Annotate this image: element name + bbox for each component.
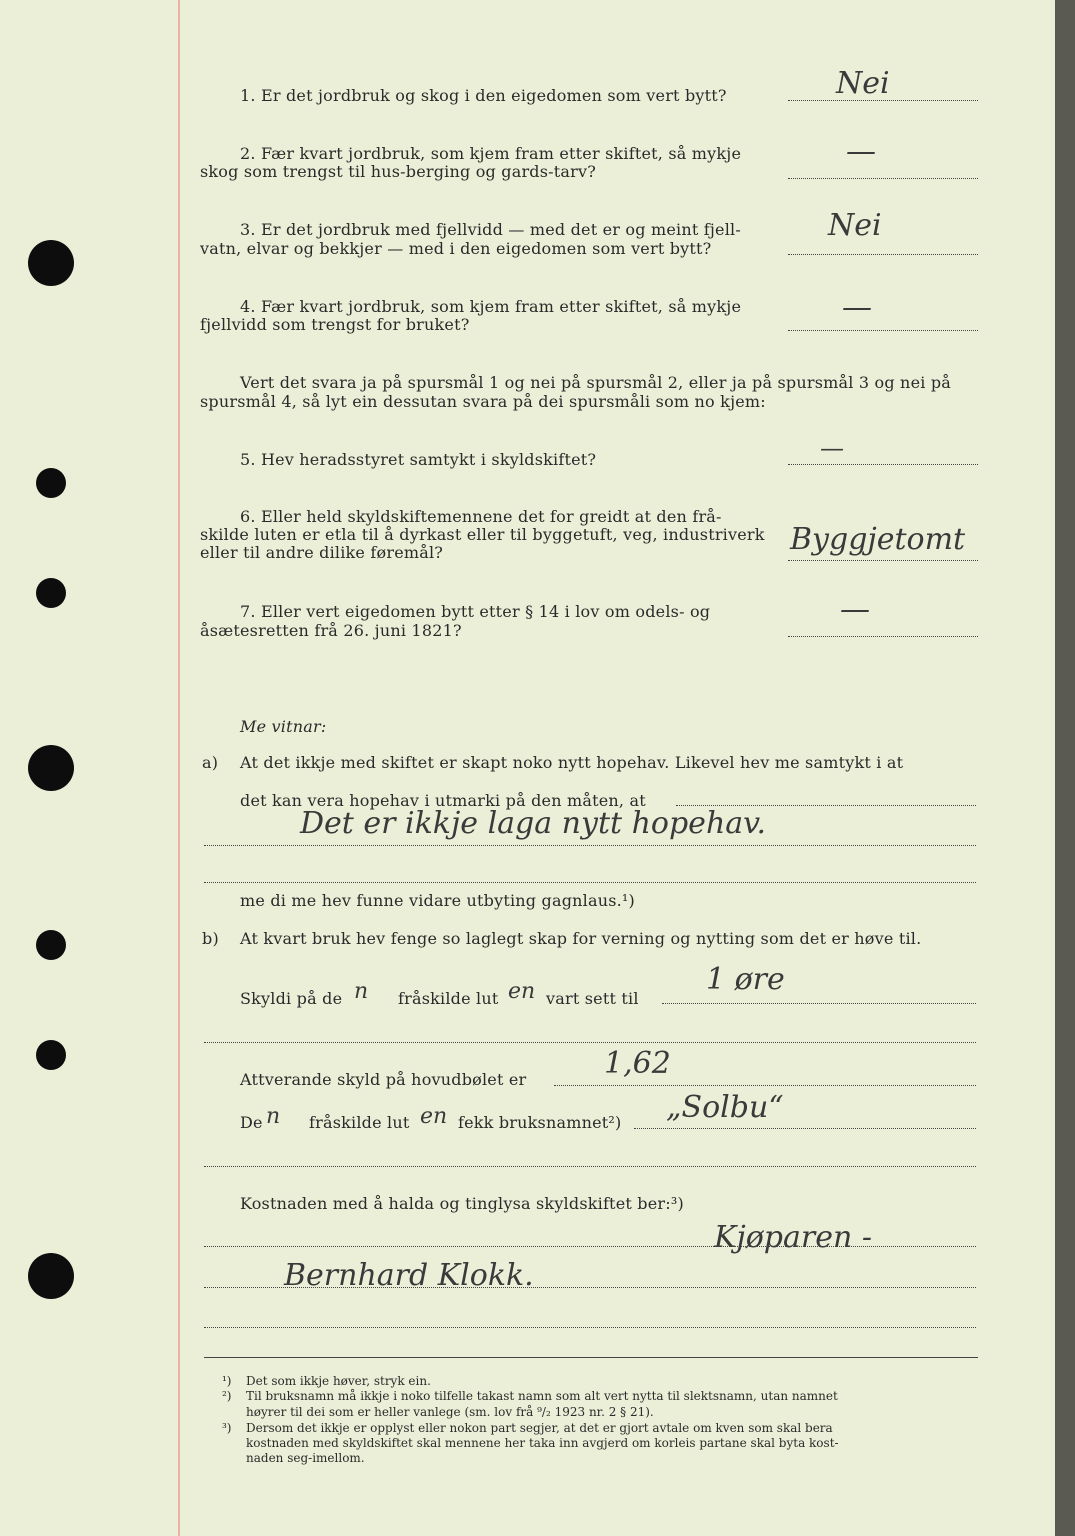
skyldi-fill-2: en — [508, 979, 536, 1004]
item-a-line-2: det kan vera hopehav i utmarki på den måten, at — [240, 791, 646, 810]
item-a-handwriting: Det er ikkje laga nytt hopehav. — [300, 806, 767, 841]
answer-line — [788, 254, 978, 255]
answer-3: Nei — [828, 208, 882, 243]
question-5: 5. Hev heradsstyret samtykt i skyldskiftet? — [240, 450, 597, 469]
answer-line — [788, 636, 978, 637]
answer-4: — — [842, 290, 872, 325]
question-1: 1. Er det jordbruk og skog i den eigedomen som vert bytt? — [240, 86, 727, 105]
punch-hole — [36, 468, 66, 498]
question-7-line-1: 7. Eller vert eigedomen bytt etter § 14 i lov om odels- og — [240, 602, 711, 621]
item-a-marker: a) — [202, 753, 219, 772]
punch-hole — [36, 1040, 66, 1070]
question-6-line-3: eller til andre dilike føremål? — [200, 543, 444, 562]
instruction-line-2: spursmål 4, så lyt ein dessutan svara på dei spursmåli som no kjem: — [200, 392, 766, 411]
footnote-3-line-2: kostnaden med skyldskiftet skal mennene her taka inn avgjerd om korleis partane skal byta kost- — [246, 1436, 839, 1450]
answer-2: — — [846, 134, 876, 169]
skyldi-label-1: Skyldi på de — [240, 989, 343, 1008]
fill-line — [204, 845, 976, 846]
question-3-line-2: vatn, elvar og bekkjer — med i den eigedomen som vert bytt? — [200, 239, 712, 258]
footnote-2-marker: ²) — [222, 1389, 232, 1403]
footnote-1-marker: ¹) — [222, 1374, 232, 1388]
me-vitnar-heading: Me vitnar: — [240, 717, 327, 736]
footnote-3-line-1: Dersom det ikkje er opplyst eller nokon part segjer, at det er gjort avtale om kven som skal bera — [246, 1421, 833, 1435]
footnote-2-line-2: høyrer til dei som er heller vanlege (sm. lov frå ⁹/₂ 1923 nr. 2 § 21). — [246, 1405, 654, 1419]
kostnaden-value-2: Bernhard Klokk. — [284, 1258, 534, 1293]
answer-line — [788, 178, 978, 179]
question-4-line-1: 4. Fær kvart jordbruk, som kjem fram etter skiftet, så mykje — [240, 297, 742, 316]
instruction-line-1: Vert det svara ja på spursmål 1 og nei på spursmål 2, eller ja på spursmål 3 og nei på — [240, 373, 952, 392]
question-6-line-1: 6. Eller held skyldskiftemennene det for greidt at den frå- — [240, 507, 722, 526]
punch-hole — [36, 930, 66, 960]
question-3-line-1: 3. Er det jordbruk med fjellvidd — med det er og meint fjell- — [240, 220, 741, 239]
fill-line — [662, 1003, 976, 1004]
bruksnamn-label-2: fråskilde lut — [309, 1113, 410, 1132]
skyldi-value: 1 øre — [706, 962, 785, 997]
fill-line — [204, 1246, 976, 1247]
footnote-rule — [204, 1357, 978, 1358]
fill-line — [204, 1287, 976, 1288]
attverande-value: 1,62 — [604, 1046, 671, 1081]
fill-line — [634, 1128, 976, 1129]
question-7-line-2: åsætesretten frå 26. juni 1821? — [200, 621, 462, 640]
item-b-marker: b) — [202, 929, 219, 948]
question-4-line-2: fjellvidd som trengst for bruket? — [200, 315, 470, 334]
question-2-line-1: 2. Fær kvart jordbruk, som kjem fram etter skiftet, så mykje — [240, 144, 742, 163]
fill-line — [204, 1166, 976, 1167]
punch-hole — [28, 745, 74, 791]
fill-line — [204, 882, 976, 883]
bruksnamn-fill-2: en — [420, 1104, 448, 1129]
answer-line — [788, 560, 978, 561]
item-b-line-1: At kvart bruk hev fenge so laglegt skap for verning og nytting som det er høve til. — [240, 929, 922, 948]
bruksnamn-label-1: De — [240, 1113, 263, 1132]
kostnaden-value-1: Kjøparen - — [714, 1220, 872, 1255]
margin-line — [178, 0, 180, 1536]
question-2-line-2: skog som trengst til hus-berging og gards-tarv? — [200, 162, 597, 181]
item-a-line-3: me di me hev funne vidare utbyting gagnlaus.¹) — [240, 891, 635, 910]
answer-line — [788, 330, 978, 331]
punch-hole — [28, 1253, 74, 1299]
answer-5: — — [820, 434, 844, 462]
skyldi-label-3: vart sett til — [546, 989, 639, 1008]
bruksnamn-value: „Solbu“ — [666, 1090, 784, 1125]
question-6-line-2: skilde luten er etla til å dyrkast eller til byggetuft, veg, industriverk — [200, 525, 765, 544]
attverande-label: Attverande skyld på hovudbølet er — [240, 1070, 527, 1089]
answer-line — [788, 464, 978, 465]
bruksnamn-fill-1: n — [266, 1104, 281, 1129]
scan-border — [1055, 0, 1075, 1536]
fill-line — [554, 1085, 976, 1086]
fill-line — [204, 1042, 976, 1043]
kostnaden-label: Kostnaden med å halda og tinglysa skyldskiftet ber:³) — [240, 1194, 684, 1213]
footnote-1: Det som ikkje høver, stryk ein. — [246, 1374, 431, 1388]
answer-7: — — [840, 592, 870, 627]
answer-1: Nei — [836, 66, 890, 101]
fill-line — [204, 1327, 976, 1328]
footnote-2-line-1: Til bruksnamn må ikkje i noko tilfelle takast namn som alt vert nytta til slektsnamn, utan namnet — [246, 1389, 838, 1403]
bruksnamn-label-3: fekk bruksnamnet²) — [458, 1113, 622, 1132]
footnote-3-line-3: naden seg-imellom. — [246, 1451, 365, 1465]
answer-6: Byggjetomt — [790, 522, 966, 557]
punch-hole — [36, 578, 66, 608]
item-a-line-1: At det ikkje med skiftet er skapt noko nytt hopehav. Likevel hev me samtykt i at — [240, 753, 904, 772]
punch-hole — [28, 240, 74, 286]
footnote-3-marker: ³) — [222, 1421, 232, 1435]
skyldi-label-2: fråskilde lut — [398, 989, 499, 1008]
skyldi-fill-1: n — [354, 979, 369, 1004]
